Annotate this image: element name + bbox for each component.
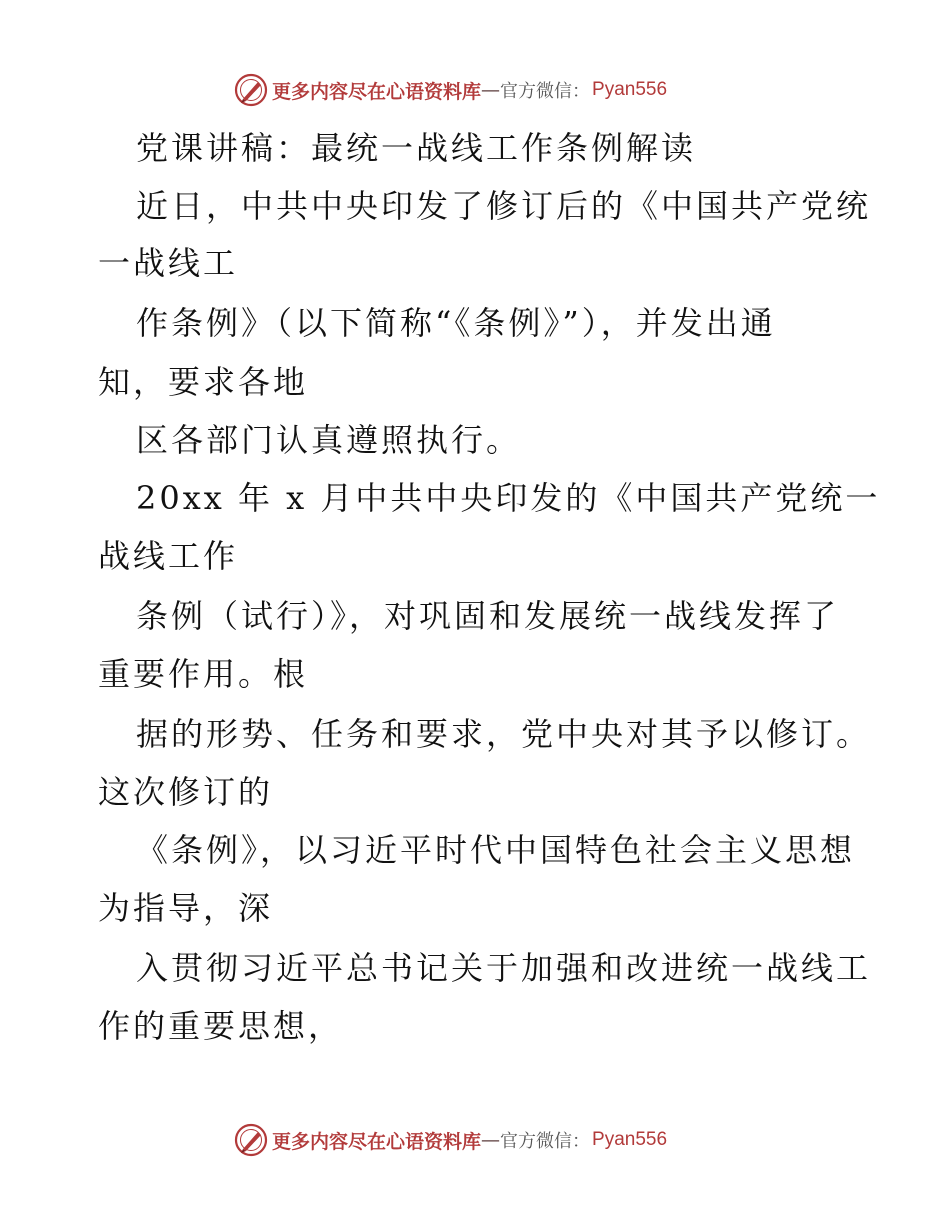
header-banner-text: 更多内容尽在心语资料库 <box>272 80 482 103</box>
doc-line: 条例（试行）》，对巩固和发展统一战线发挥了 <box>136 597 840 635</box>
doc-line: 这次修订的 <box>98 773 274 811</box>
header-banner-separator: — <box>481 79 501 101</box>
doc-line: 知，要求各地 <box>98 363 309 401</box>
doc-title: 党课讲稿：最统一战线工作条例解读 <box>136 129 697 167</box>
footer-banner-text: 更多内容尽在心语资料库 <box>272 1130 482 1153</box>
doc-line: 区各部门认真遵照执行。 <box>136 421 522 459</box>
footer-banner-wechat-id: Pyan556 <box>592 1129 668 1150</box>
header-banner-wechat-label: 官方微信： <box>500 81 591 102</box>
pen-logo-icon <box>234 1123 268 1157</box>
pen-logo-icon <box>234 73 268 107</box>
footer-banner-wechat-label: 官方微信： <box>500 1131 591 1152</box>
doc-line: 为指导，深 <box>98 889 274 927</box>
doc-line: 《条例》，以习近平时代中国特色社会主义思想 <box>136 831 856 869</box>
doc-line: 一战线工 <box>98 244 239 282</box>
doc-line: 作的重要思想， <box>98 1007 344 1045</box>
doc-line: 据的形势、任务和要求，党中央对其予以修订。 <box>136 715 872 753</box>
doc-line: 入贯彻习近平总书记关于加强和改进统一战线工 <box>136 949 872 987</box>
doc-line: 近日，中共中央印发了修订后的《中国共产党统 <box>136 187 872 225</box>
header-banner-wechat-id: Pyan556 <box>592 79 668 100</box>
footer-banner-separator: — <box>481 1129 501 1151</box>
header-banner <box>234 72 667 108</box>
doc-line: 战线工作 <box>98 537 239 575</box>
footer-banner <box>234 1122 667 1158</box>
doc-line: 作条例》（以下简称“《条例》”），并发出通 <box>136 304 776 342</box>
doc-line: 重要作用。根 <box>98 655 309 693</box>
doc-line: 20xx 年 x 月中共中央印发的《中国共产党统一 <box>136 479 881 517</box>
